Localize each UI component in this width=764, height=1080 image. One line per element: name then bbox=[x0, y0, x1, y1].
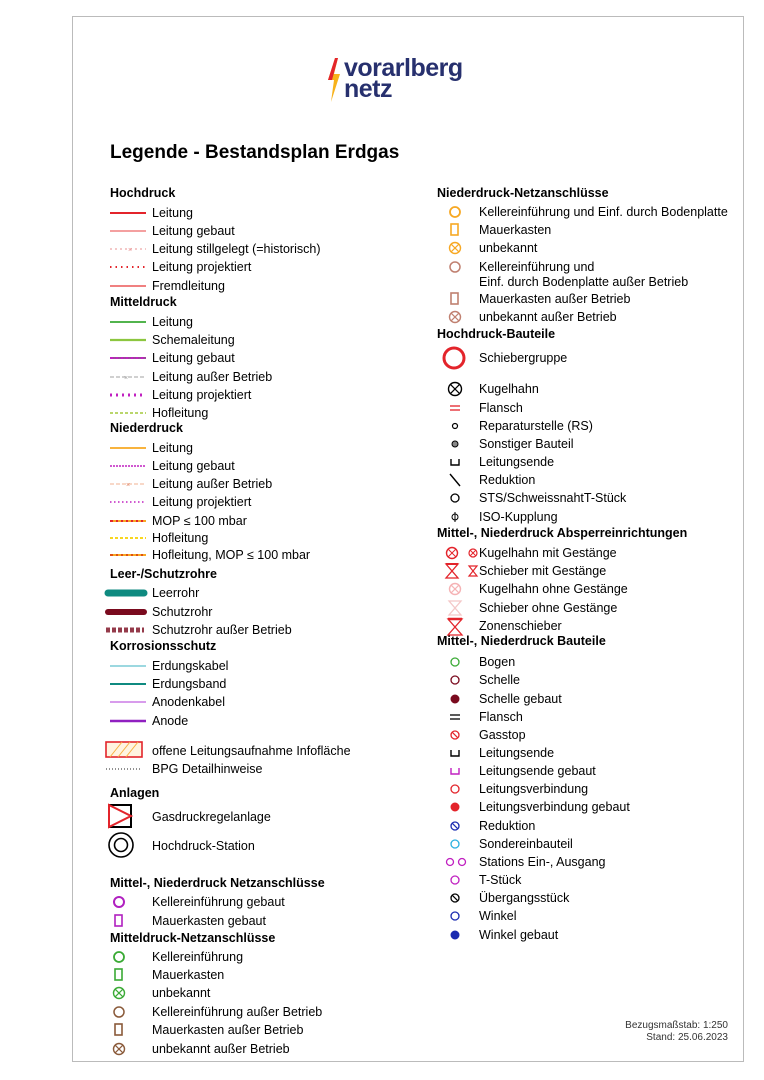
legend-label: Leitung außer Betrieb bbox=[152, 477, 273, 491]
legend-label: Schiebergruppe bbox=[479, 351, 568, 365]
legend-label: Leitungsende bbox=[479, 746, 555, 760]
legend-symbol-hd_bauteile-2 bbox=[444, 399, 466, 417]
legend-label: Winkel gebaut bbox=[479, 928, 559, 942]
legend-symbol-korrosion-3 bbox=[108, 712, 148, 730]
legend-symbol-hochdruck-4 bbox=[108, 277, 148, 295]
legend-label: Leitung projektiert bbox=[152, 388, 252, 402]
legend-symbol-nd_anschluss-2 bbox=[444, 239, 466, 257]
section-heading-mitteldruck: Mitteldruck bbox=[110, 295, 177, 309]
legend-symbol-hochdruck-1 bbox=[108, 222, 148, 240]
lightning-icon bbox=[326, 58, 342, 102]
legend-label: Sonstiger Bauteil bbox=[479, 437, 574, 451]
legend-label: Kellereinführung außer Betrieb bbox=[152, 1005, 323, 1019]
legend-symbol-niederdruck-1 bbox=[108, 457, 148, 475]
section-heading-nd_anschluss: Niederdruck-Netzanschlüsse bbox=[437, 186, 609, 200]
legend-label: Hochdruck-Station bbox=[152, 839, 255, 853]
legend-label: Hofleitung, MOP ≤ 100 mbar bbox=[152, 548, 311, 562]
legend-label: Schelle gebaut bbox=[479, 692, 562, 706]
legend-label: Leitung gebaut bbox=[152, 351, 235, 365]
legend-label: Schieber mit Gestänge bbox=[479, 564, 607, 578]
legend-label: Leitung stillgelegt (=historisch) bbox=[152, 242, 321, 256]
legend-label: Schieber ohne Gestänge bbox=[479, 601, 618, 615]
legend-symbol-korrosion-1 bbox=[108, 675, 148, 693]
footer-scale: Bezugsmaßstab: 1:250 bbox=[625, 1020, 728, 1031]
legend-label: Leitungsverbindung bbox=[479, 782, 589, 796]
section-heading-anlagen: Anlagen bbox=[110, 786, 160, 800]
legend-symbol-hd_bauteile-1 bbox=[444, 380, 466, 398]
legend-label: Schutzrohr außer Betrieb bbox=[152, 623, 292, 637]
legend-symbol-hochdruck-3 bbox=[108, 258, 148, 276]
legend-symbol-nd_anschluss-1 bbox=[444, 221, 466, 239]
legend-label: Kugelhahn ohne Gestänge bbox=[479, 582, 628, 596]
legend-label: Leitung projektiert bbox=[152, 260, 252, 274]
legend-symbol-mitteldruck-5 bbox=[108, 404, 148, 422]
legend-label: Kellereinführung und bbox=[479, 260, 595, 274]
logo-line2: netz bbox=[344, 75, 392, 103]
legend-symbol-absperr-4 bbox=[444, 617, 466, 635]
legend-symbol-mn_bauteile-14 bbox=[444, 907, 466, 925]
legend-symbol-mn_anschluss-1 bbox=[108, 912, 130, 930]
legend-symbol-mn_anschluss-0 bbox=[108, 893, 130, 911]
legend-label: T-Stück bbox=[479, 873, 522, 887]
legend-symbol-mn_bauteile-8 bbox=[444, 798, 466, 816]
legend-symbol-korrosion-2 bbox=[108, 693, 148, 711]
legend-label: Stations Ein-, Ausgang bbox=[479, 855, 606, 869]
legend-label: Kugelhahn mit Gestänge bbox=[479, 546, 617, 560]
section-heading-absperr: Mittel-, Niederdruck Absperreinrichtungen bbox=[437, 526, 688, 540]
legend-symbol-mitteldruck-0 bbox=[108, 313, 148, 331]
legend-symbol-absperr-1 bbox=[444, 562, 484, 580]
legend-symbol-schutzrohre-1 bbox=[104, 603, 148, 621]
legend-label: Leitungsende bbox=[479, 455, 555, 469]
legend-label: STS/SchweissnahtT-Stück bbox=[479, 491, 627, 505]
legend-symbol-hd_bauteile-4 bbox=[444, 435, 466, 453]
legend-label: Zonenschieber bbox=[479, 619, 562, 633]
legend-symbol-hd_bauteile-7 bbox=[444, 489, 466, 507]
legend-label: Gasdruckregelanlage bbox=[152, 810, 271, 824]
legend-label: Mauerkasten außer Betrieb bbox=[479, 292, 631, 306]
legend-symbol-schutzrohre-0 bbox=[104, 584, 148, 602]
legend-label: Winkel bbox=[479, 909, 517, 923]
legend-label: Leitung gebaut bbox=[152, 459, 235, 473]
legend-symbol-mn_bauteile-4 bbox=[444, 726, 466, 744]
legend-label: Kellereinführung bbox=[152, 950, 244, 964]
legend-symbol-md_anschluss-4 bbox=[108, 1021, 130, 1039]
legend-symbol-niederdruck-6 bbox=[108, 546, 148, 564]
legend-symbol-md_anschluss-2 bbox=[108, 984, 130, 1002]
legend-label: Mauerkasten bbox=[152, 968, 225, 982]
legend-symbol-absperr-0 bbox=[444, 544, 484, 562]
legend-symbol-niederdruck-0 bbox=[108, 439, 148, 457]
legend-symbol-nd_anschluss-0 bbox=[444, 203, 466, 221]
svg-text:×: × bbox=[126, 482, 131, 489]
legend-label: Mauerkasten außer Betrieb bbox=[152, 1023, 304, 1037]
legend-label: Anodenkabel bbox=[152, 695, 225, 709]
legend-symbol-mn_bauteile-5 bbox=[444, 744, 466, 762]
legend-label: Kellereinführung und Einf. durch Bodenplatte bbox=[479, 205, 728, 219]
legend-label: unbekannt bbox=[152, 986, 211, 1000]
legend-symbol-hd_bauteile-5 bbox=[444, 453, 466, 471]
legend-symbol-info-1 bbox=[104, 760, 144, 778]
legend-symbol-mitteldruck-4 bbox=[108, 386, 148, 404]
legend-symbol-niederdruck-5 bbox=[108, 529, 148, 547]
section-heading-hochdruck: Hochdruck bbox=[110, 186, 176, 200]
legend-symbol-mn_bauteile-10 bbox=[444, 835, 466, 853]
legend-label: BPG Detailhinweise bbox=[152, 762, 263, 776]
legend-symbol-absperr-2 bbox=[444, 580, 466, 598]
legend-symbol-md_anschluss-1 bbox=[108, 966, 130, 984]
legend-label: Reduktion bbox=[479, 819, 536, 833]
legend-label: Anode bbox=[152, 714, 189, 728]
legend-symbol-mitteldruck-1 bbox=[108, 331, 148, 349]
section-heading-hd_bauteile: Hochdruck-Bauteile bbox=[437, 327, 556, 341]
legend-label: Kellereinführung gebaut bbox=[152, 895, 285, 909]
legend-label: unbekannt außer Betrieb bbox=[479, 310, 617, 324]
legend-symbol-nd_anschluss-6 bbox=[444, 308, 466, 326]
legend-label: Schemaleitung bbox=[152, 333, 235, 347]
legend-label: unbekannt bbox=[479, 241, 538, 255]
legend-symbol-korrosion-0 bbox=[108, 657, 148, 675]
legend-symbol-mitteldruck-3 bbox=[108, 368, 148, 386]
legend-label: Mauerkasten bbox=[479, 223, 552, 237]
section-heading-niederdruck: Niederdruck bbox=[110, 421, 183, 435]
legend-label: ISO-Kupplung bbox=[479, 510, 558, 524]
legend-symbol-schutzrohre-2 bbox=[104, 621, 148, 639]
legend-label: MOP ≤ 100 mbar bbox=[152, 514, 247, 528]
section-heading-korrosion: Korrosionsschutz bbox=[110, 639, 217, 653]
legend-label: Erdungsband bbox=[152, 677, 227, 691]
legend-symbol-nd_anschluss-3 bbox=[444, 258, 466, 276]
legend-label: Leitung projektiert bbox=[152, 495, 252, 509]
legend-symbol-mn_bauteile-1 bbox=[444, 671, 466, 689]
legend-label: Reduktion bbox=[479, 473, 536, 487]
legend-symbol-niederdruck-3 bbox=[108, 493, 148, 511]
legend-label: Hofleitung bbox=[152, 406, 209, 420]
logo-line1: vorarlberg bbox=[344, 54, 463, 82]
svg-text:×: × bbox=[124, 375, 129, 382]
legend-label: Hofleitung bbox=[152, 531, 209, 545]
legend-symbol-mn_bauteile-12 bbox=[444, 871, 466, 889]
legend-symbol-mn_bauteile-0 bbox=[444, 653, 466, 671]
legend-label: Leerrohr bbox=[152, 586, 200, 600]
legend-label: Übergangsstück bbox=[479, 891, 570, 905]
legend-symbol-anlagen-0 bbox=[106, 803, 134, 821]
svg-text:×: × bbox=[128, 247, 133, 254]
legend-label: Leitung bbox=[152, 206, 194, 220]
legend-symbol-anlagen-1 bbox=[106, 830, 136, 848]
legend-label: Leitung außer Betrieb bbox=[152, 370, 273, 384]
legend-symbol-hd_bauteile-6 bbox=[444, 471, 466, 489]
legend-label: Fremdleitung bbox=[152, 279, 225, 293]
section-heading-md_anschluss: Mitteldruck-Netzanschlüsse bbox=[110, 931, 276, 945]
legend-label: Bogen bbox=[479, 655, 516, 669]
legend-symbol-niederdruck-2 bbox=[108, 475, 148, 493]
legend-label: Leitungsende gebaut bbox=[479, 764, 596, 778]
legend-label: Mauerkasten gebaut bbox=[152, 914, 266, 928]
legend-symbol-hochdruck-2 bbox=[108, 240, 148, 258]
legend-label: Einf. durch Bodenplatte außer Betrieb bbox=[479, 275, 689, 289]
legend-symbol-md_anschluss-0 bbox=[108, 948, 130, 966]
legend-label: Flansch bbox=[479, 401, 523, 415]
legend-label: Leitungsverbindung gebaut bbox=[479, 800, 630, 814]
legend-symbol-hochdruck-0 bbox=[108, 204, 148, 222]
footer-date: Stand: 25.06.2023 bbox=[646, 1032, 728, 1043]
legend-symbol-md_anschluss-5 bbox=[108, 1040, 130, 1058]
legend-symbol-hd_bauteile-0 bbox=[440, 346, 468, 364]
legend-symbol-mitteldruck-2 bbox=[108, 349, 148, 367]
vorarlberg-netz-logo bbox=[326, 54, 496, 102]
legend-symbol-nd_anschluss-5 bbox=[444, 290, 466, 308]
legend-label: Leitung gebaut bbox=[152, 224, 235, 238]
legend-label: Leitung bbox=[152, 315, 194, 329]
legend-label: unbekannt außer Betrieb bbox=[152, 1042, 290, 1056]
legend-symbol-niederdruck-4 bbox=[108, 512, 148, 530]
legend-symbol-mn_bauteile-7 bbox=[444, 780, 466, 798]
legend-symbol-hd_bauteile-8 bbox=[444, 508, 466, 526]
legend-label: Reparaturstelle (RS) bbox=[479, 419, 593, 433]
legend-symbol-mn_bauteile-15 bbox=[444, 926, 466, 944]
legend-label: offene Leitungsaufnahme Infofläche bbox=[152, 744, 351, 758]
legend-symbol-info-0 bbox=[104, 740, 148, 758]
legend-symbol-mn_bauteile-9 bbox=[444, 817, 466, 835]
legend-symbol-mn_bauteile-13 bbox=[444, 889, 466, 907]
section-heading-mn_bauteile: Mittel-, Niederdruck Bauteile bbox=[437, 634, 606, 648]
legend-symbol-mn_bauteile-3 bbox=[444, 708, 466, 726]
legend-label: Erdungskabel bbox=[152, 659, 229, 673]
legend-label: Sondereinbauteil bbox=[479, 837, 573, 851]
legend-symbol-mn_bauteile-2 bbox=[444, 690, 466, 708]
legend-label: Leitung bbox=[152, 441, 194, 455]
legend-symbol-absperr-3 bbox=[444, 599, 466, 617]
legend-symbol-mn_bauteile-11 bbox=[444, 853, 470, 871]
legend-symbol-hd_bauteile-3 bbox=[444, 417, 466, 435]
page-title: Legende - Bestandsplan Erdgas bbox=[110, 142, 400, 163]
legend-label: Gasstop bbox=[479, 728, 526, 742]
footer-stamp bbox=[620, 1020, 728, 1044]
section-heading-mn_anschluss: Mittel-, Niederdruck Netzanschlüsse bbox=[110, 876, 325, 890]
legend-label: Schutzrohr bbox=[152, 605, 213, 619]
legend-symbol-mn_bauteile-6 bbox=[444, 762, 466, 780]
legend-label: Kugelhahn bbox=[479, 382, 539, 396]
legend-label: Schelle bbox=[479, 673, 520, 687]
legend-label: Flansch bbox=[479, 710, 523, 724]
legend-symbol-md_anschluss-3 bbox=[108, 1003, 130, 1021]
section-heading-schutzrohre: Leer-/Schutzrohre bbox=[110, 567, 217, 581]
